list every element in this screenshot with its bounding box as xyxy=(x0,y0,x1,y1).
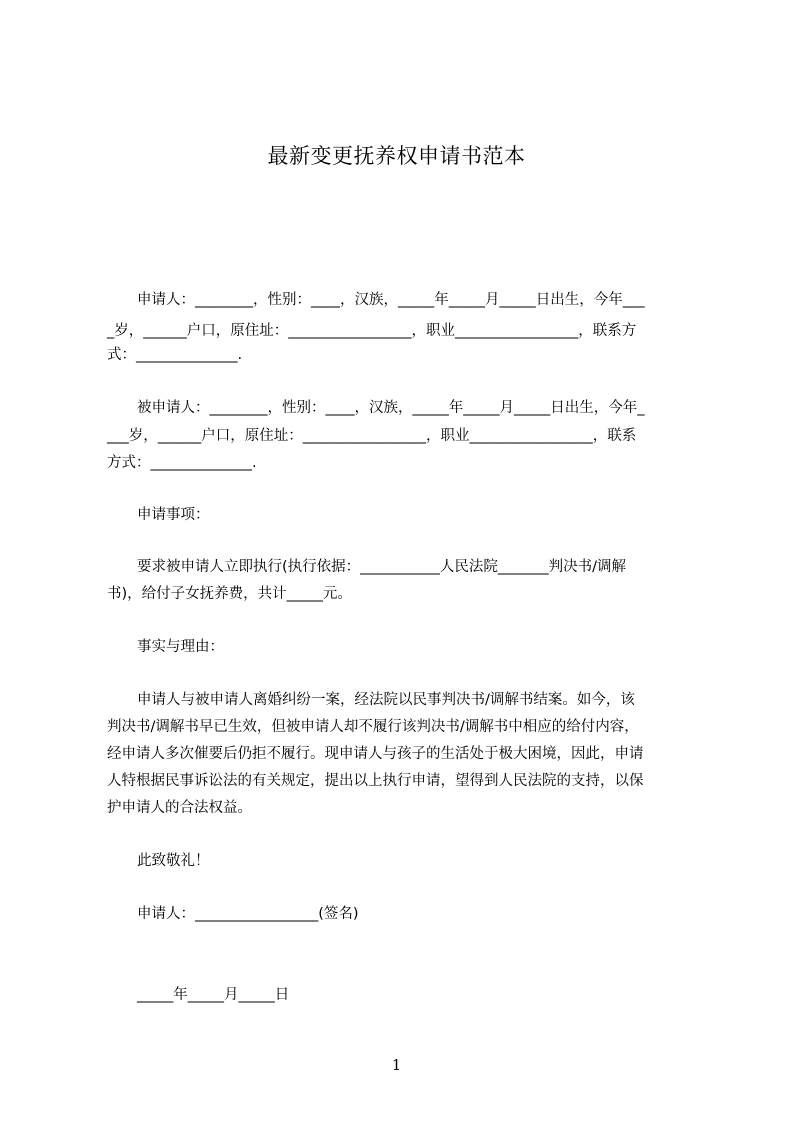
facts-heading: 事实与理由： xyxy=(137,639,224,655)
facts-line-3: 经申请人多次催要后仍拒不履行。现申请人与孩子的生活处于极大困境，因此，申请 xyxy=(107,746,644,762)
signature-line: 申请人：_________________(签名) xyxy=(137,906,359,922)
facts-line-4: 人特根据民事诉讼法的有关规定，提出以上执行申请，望得到人民法院的支持，以保 xyxy=(107,773,644,789)
facts-line-1: 申请人与被申请人离婚纠纷一案，经法院以民事判决书/调解书结案。如今，该 xyxy=(137,692,635,708)
date-line: _____年_____月_____日 xyxy=(137,987,290,1003)
applicant-line-3: 式：______________. xyxy=(107,347,243,363)
document-title: 最新变更抚养权申请书范本 xyxy=(267,144,526,168)
page-number: 1 xyxy=(391,1056,402,1074)
applicant-line-2: _岁，______户口，原住址：_________________，职业_________________，联系方 xyxy=(107,323,637,339)
facts-line-2: 判决书/调解书早已生效，但被申请人却不履行该判决书/调解书中相应的给付内容， xyxy=(107,719,639,735)
facts-line-5: 护申请人的合法权益。 xyxy=(107,800,252,816)
request-line-1: 要求被申请人立即执行(执行依据：___________人民法院_______判决书/调解 xyxy=(137,559,627,575)
request-line-2: 书)，给付子女抚养费，共计_____元。 xyxy=(107,586,352,602)
respondent-line-3: 方式：______________. xyxy=(107,455,257,471)
request-heading: 申请事项： xyxy=(137,507,210,523)
applicant-line-1: 申请人：________，性别：____，汉族，_____年_____月_____日出生，今年___ xyxy=(137,292,645,308)
salutation: 此致敬礼！ xyxy=(137,853,210,869)
respondent-line-2: ___岁，______户口，原住址：_________________，职业_________________，联系 xyxy=(107,428,637,444)
respondent-line-1: 被申请人：________，性别：____，汉族，_____年_____月_____日出生，今年_ xyxy=(137,400,645,416)
